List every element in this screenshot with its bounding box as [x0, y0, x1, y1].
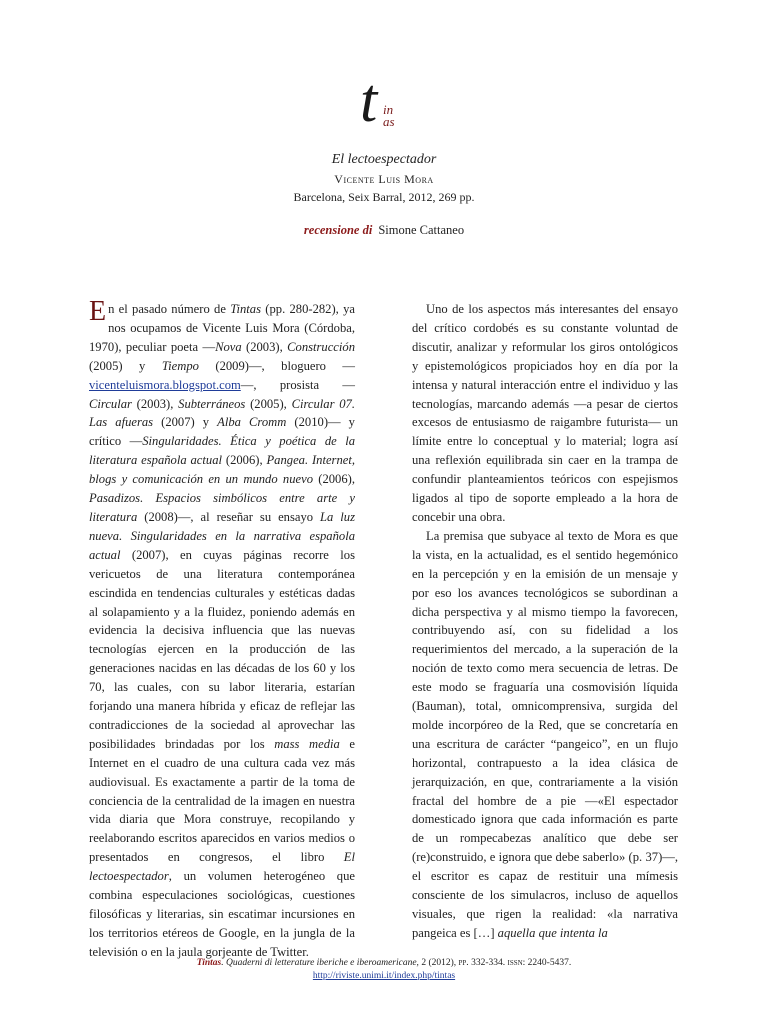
blog-link[interactable]: vicenteluismora.blogspot.com [89, 377, 241, 392]
left-column [89, 296, 356, 962]
reviewer-name: Simone Cattaneo [378, 223, 465, 237]
right-paragraph-2: La premisa que subyace al texto de Mora es que la vista, en la actualidad, es el sentido hegemónico en la percepción y en la emisión de un mensaje y por eso los avances tecnológicos se subordinan a dicha perspectiva y al mismo tiempo la favorecen, contribuyendo así, con su fidelidad a los requerimientos del mercado, a la superación de la noción de texto como mera secuencia de letras. De este modo se fraguaría una cosmovisión líquida (Bauman), total, omnicomprensiva, surgida del molde incorpóreo de la Red, que se concretaría en una escritura de carácter “pangeico”, en un flujo horizontal, contrapuesto a la idea clásica de jerarquización, en que, contrariamente a la visión fractal del hombre de a pie —«El espectador domesticado ignora que cada información es parte de un rompecabezas analítico que debe ser (re)construido, e ignora que debe saberlo» (p. 37)—, el escritor es capaz de restituir una mímesis consciente de los simulacros, incluso de aquellos visuales, que rigen la realidad: «la narrativa pangeica es […] aquella que intenta la [412, 528, 678, 940]
logo-letters-in: in [383, 102, 394, 117]
review-credit [0, 223, 768, 238]
footer-url-line [0, 971, 768, 981]
right-column [412, 300, 678, 943]
publication-info: Barcelona, Seix Barral, 2012, 269 pp. [293, 190, 475, 204]
logo-letter-t: t [360, 67, 378, 135]
left-paragraph: En el pasado número de Tintas (pp. 280-282), ya nos ocupamos de Vicente Luis Mora (Córdoba, 1970), peculiar poeta —Nova (2003), Construcción (2005) y Tiempo (2009)—, bloguero —vicenteluismora.blogspot.com—, prosista —Circular (2003), Subterráneos (2005), Circular 07. Las afueras (2007) y Alba Cromm (2010)— y crítico —Singularidades. Ética y poética de la literatura española actual (2006), Pangea. Internet, blogs y comunicación en un mundo nuevo (2006), Pasadizos. Espacios simbólicos entre arte y literatura (2008)—, al reseñar su ensayo La luz nueva. Singularidades en la narrativa española actual (2007), en cuyas páginas recorre los vericuetos de una literatura contemporánea escindida en tendencias culturales y estéticas dadas al solapamiento y a la fluidez, poniendo además en evidencia la decisiva influencia que las nuevas tecnologías ejercen en la producción de las generaciones nacidas en las décadas de los 60 y los 70, las cuales, con su labor literaria, estarían forjando una manera híbrida y eficaz de reflejar las contradicciones de la sociedad al aprovechar las posibilidades brindadas por los mass media e Internet en el cuadro de una cultura cada vez más audiovisual. Es exactamente a partir de la toma de conciencia de la centralidad de la imagen en nuestra vida diaria que Mora construye, recopilando y reelaborando escritos aparecidos en varios medios o presentados en congresos, el libro El lectoespectador, un volumen heterogéneo que combina especulaciones sociológicas, cuestiones filosóficas y literarias, sin escatimar incursiones en los territorios etéreos de Google, en la jungla de la televisión o en la jaula gorjeante de Twitter. [89, 296, 356, 959]
footer-url[interactable]: http://riviste.unimi.it/index.php/tintas [312, 971, 456, 981]
book-author: Vicente Luis Mora [334, 172, 434, 186]
logo-letters-as: as [383, 114, 395, 129]
drop-cap: E [89, 296, 107, 327]
book-title: El lectoespectador [331, 152, 437, 167]
review-label: recensione di [303, 223, 373, 237]
footer-citation: Tintas. Quaderni di letterature iberiche e iberoamericane, 2 (2012), pp. 332-334. issn: 2240-5437. [196, 958, 572, 968]
journal-logo [360, 67, 420, 135]
footer-journal: Tintas [196, 958, 222, 968]
right-paragraph-1: Uno de los aspectos más interesantes del ensayo del crítico cordobés es su constante voluntad de discutir, analizar y reformular los giros ontológicos y epistemológicos propiciados hoy en día por la intensa y natural interacción entre el individuo y las tecnologías, marcando además —a pesar de ciertos excesos de entusiasmo de raigambre futurista— un límite entre lo conceptual y lo material; logra así una reflexión equilibrada sin caer en la trampa de confundir planteamientos teóricos con espejismos ligados al tipo de soporte empleado a la hora de concebir una obra. [412, 302, 678, 524]
